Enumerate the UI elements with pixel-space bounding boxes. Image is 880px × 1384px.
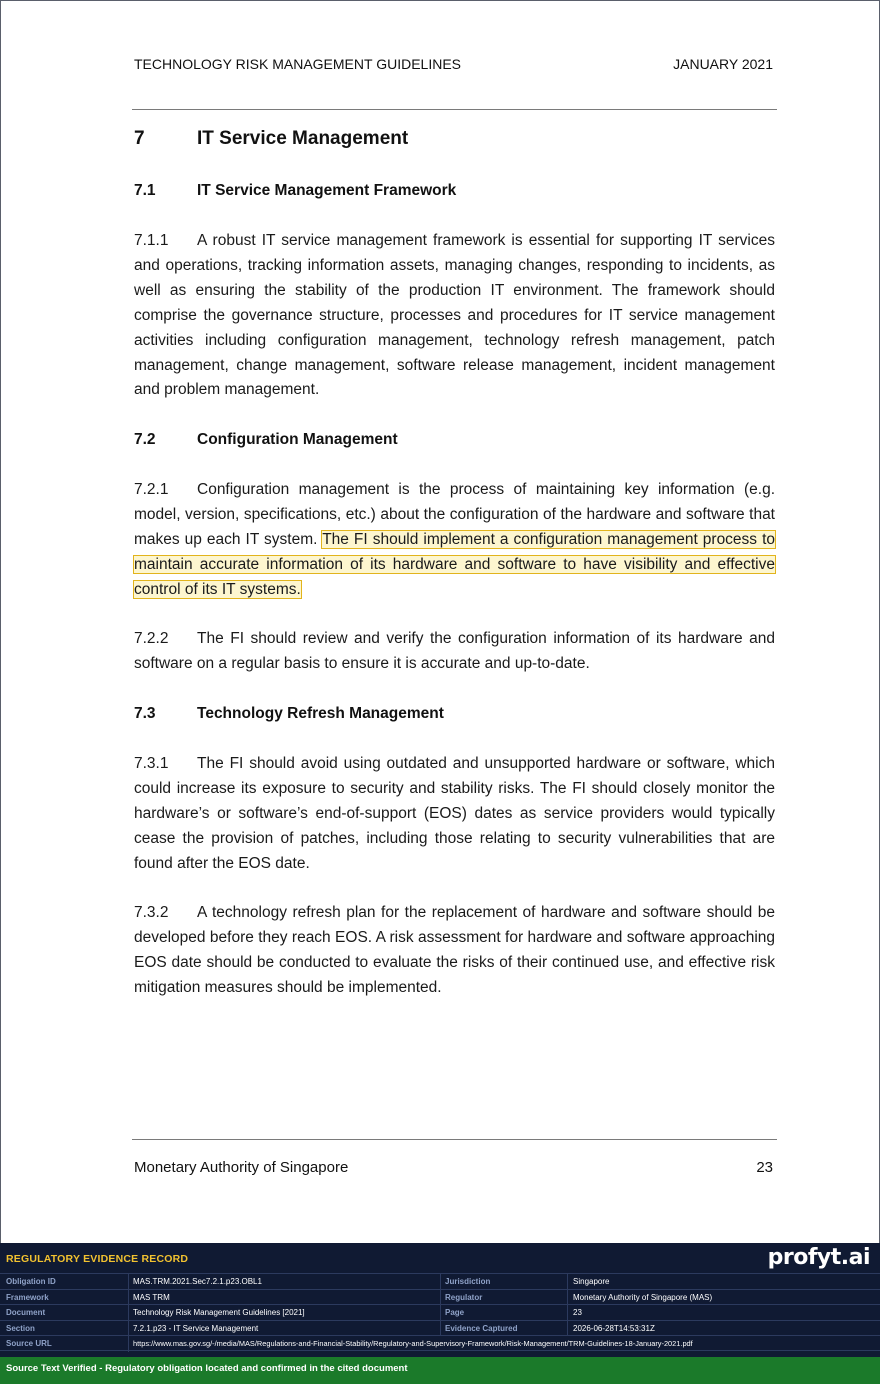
source-url-link[interactable]: https://www.mas.gov.sg/-/media/MAS/Regulations-and-Financial-Stability/Regulatory-and-Supervisory-Framework/Risk-Management/TRM-Guidelines-18-January-2021.pdf: [133, 1339, 693, 1349]
paragraph-7-1-1: [134, 229, 775, 403]
field-label: Regulator: [445, 1292, 483, 1302]
cell-divider: [567, 1274, 568, 1290]
cell-divider: [440, 1321, 441, 1337]
footer-organization: Monetary Authority of Singapore: [134, 1159, 349, 1176]
cell-divider: [567, 1321, 568, 1337]
paragraph-number: 7.3.1: [134, 755, 169, 772]
section-heading-7-2: [134, 431, 398, 449]
evidence-row: [0, 1273, 880, 1289]
cell-divider: [128, 1290, 129, 1306]
paragraph-text: A robust IT service management framework is essential for supporting IT services and operations, tracking information assets, managing changes, responding to incidents, as well as ensuring the stability of the production IT environment. The framework should comprise the governance structure, processes and procedures for IT service management activities including configuration management, technology refresh management, patch management, change management, software release management, incident management and problem management.: [134, 232, 775, 399]
paragraph-7-2-1: [134, 478, 775, 603]
section-number: 7.1: [134, 182, 156, 199]
section-title: Configuration Management: [197, 431, 398, 448]
verification-status-text: Source Text Verified - Regulatory obligation located and confirmed in the cited document: [6, 1363, 408, 1374]
paragraph-7-2-2: [134, 627, 775, 677]
section-number: 7.3: [134, 705, 156, 722]
field-label: Document: [6, 1308, 46, 1318]
section-number: 7.2: [134, 431, 156, 448]
section-heading-7-3: [134, 705, 444, 723]
section-heading-7-1: [134, 182, 456, 200]
cell-divider: [440, 1305, 441, 1321]
page-number: 23: [756, 1159, 773, 1176]
paragraph-text: The FI should avoid using outdated and unsupported hardware or software, which could increase its exposure to security and stability risks. The FI should closely monitor the hardware’s or software’s end-of-support (EOS) dates as service providers would typically cease the provision of patches, including those relating to security vulnerabilities that are found after the EOS date.: [134, 755, 775, 872]
field-label: Obligation ID: [6, 1277, 56, 1286]
field-value: MAS.TRM.2021.Sec7.2.1.p23.OBL1: [133, 1277, 262, 1286]
header-rule: [132, 109, 777, 110]
field-label: Source URL: [6, 1339, 52, 1349]
cell-divider: [128, 1305, 129, 1321]
paragraph-text: Configuration management is the process of maintaining key information (e.g. model, version, specifications, etc.) about the configuration of the hardware and software that makes up each IT system.: [134, 481, 775, 548]
cell-divider: [128, 1274, 129, 1290]
cell-divider: [440, 1290, 441, 1306]
paragraph-number: 7.2.1: [134, 481, 169, 498]
paragraph-number: 7.1.1: [134, 232, 169, 249]
section-title: Technology Refresh Management: [197, 705, 444, 722]
field-value: Monetary Authority of Singapore (MAS): [573, 1292, 713, 1302]
cell-divider: [128, 1321, 129, 1337]
footer-rule: [132, 1139, 777, 1140]
field-value: 23: [573, 1308, 582, 1318]
section-title: IT Service Management Framework: [197, 182, 457, 199]
field-label: Jurisdiction: [445, 1277, 491, 1286]
paragraph-number: 7.3.2: [134, 904, 169, 921]
highlighted-obligation[interactable]: The FI should implement a configuration management process to maintain accurate information of its hardware and software to have visibility and effective control of its IT systems.: [134, 530, 775, 598]
field-value: 2026-06-28T14:53:31Z: [573, 1323, 655, 1333]
field-value: Singapore: [573, 1277, 610, 1286]
cell-divider: [567, 1305, 568, 1321]
field-label: Section: [6, 1323, 35, 1333]
field-label: Evidence Captured: [445, 1323, 518, 1333]
evidence-row-source: [0, 1335, 880, 1351]
paragraph-text: The FI should review and verify the configuration information of its hardware and software on a regular basis to ensure it is accurate and up-to-date.: [134, 630, 775, 672]
field-value: Technology Risk Management Guidelines [2021]: [133, 1308, 305, 1318]
cell-divider: [128, 1336, 129, 1352]
field-value: 7.2.1.p23 - IT Service Management: [133, 1323, 259, 1333]
chapter-title: IT Service Management: [197, 128, 409, 149]
paragraph-text: A technology refresh plan for the replacement of hardware and software should be developed before they reach EOS. A risk assessment for hardware and software approaching EOS date should be conducted to evaluate the risks of their continued use, and effective risk mitigation measures should be implemented.: [134, 904, 775, 996]
evidence-title: REGULATORY EVIDENCE RECORD: [6, 1253, 189, 1265]
field-label: Framework: [6, 1292, 49, 1302]
evidence-row: [0, 1289, 880, 1305]
profyt-logo: profyt.ai: [767, 1245, 870, 1270]
paragraph-7-3-1: [134, 752, 775, 877]
cell-divider: [440, 1274, 441, 1290]
chapter-number: 7: [134, 128, 145, 149]
evidence-row: [0, 1320, 880, 1336]
paragraph-number: 7.2.2: [134, 630, 169, 647]
evidence-row: [0, 1304, 880, 1320]
field-label: Page: [445, 1308, 465, 1318]
running-header-date: JANUARY 2021: [673, 56, 773, 72]
chapter-heading: [134, 128, 408, 150]
verification-status-bar: [0, 1357, 880, 1384]
paragraph-7-3-2: [134, 901, 775, 1001]
running-header-title: TECHNOLOGY RISK MANAGEMENT GUIDELINES: [134, 56, 461, 72]
cell-divider: [567, 1290, 568, 1306]
field-value: MAS TRM: [133, 1292, 170, 1302]
